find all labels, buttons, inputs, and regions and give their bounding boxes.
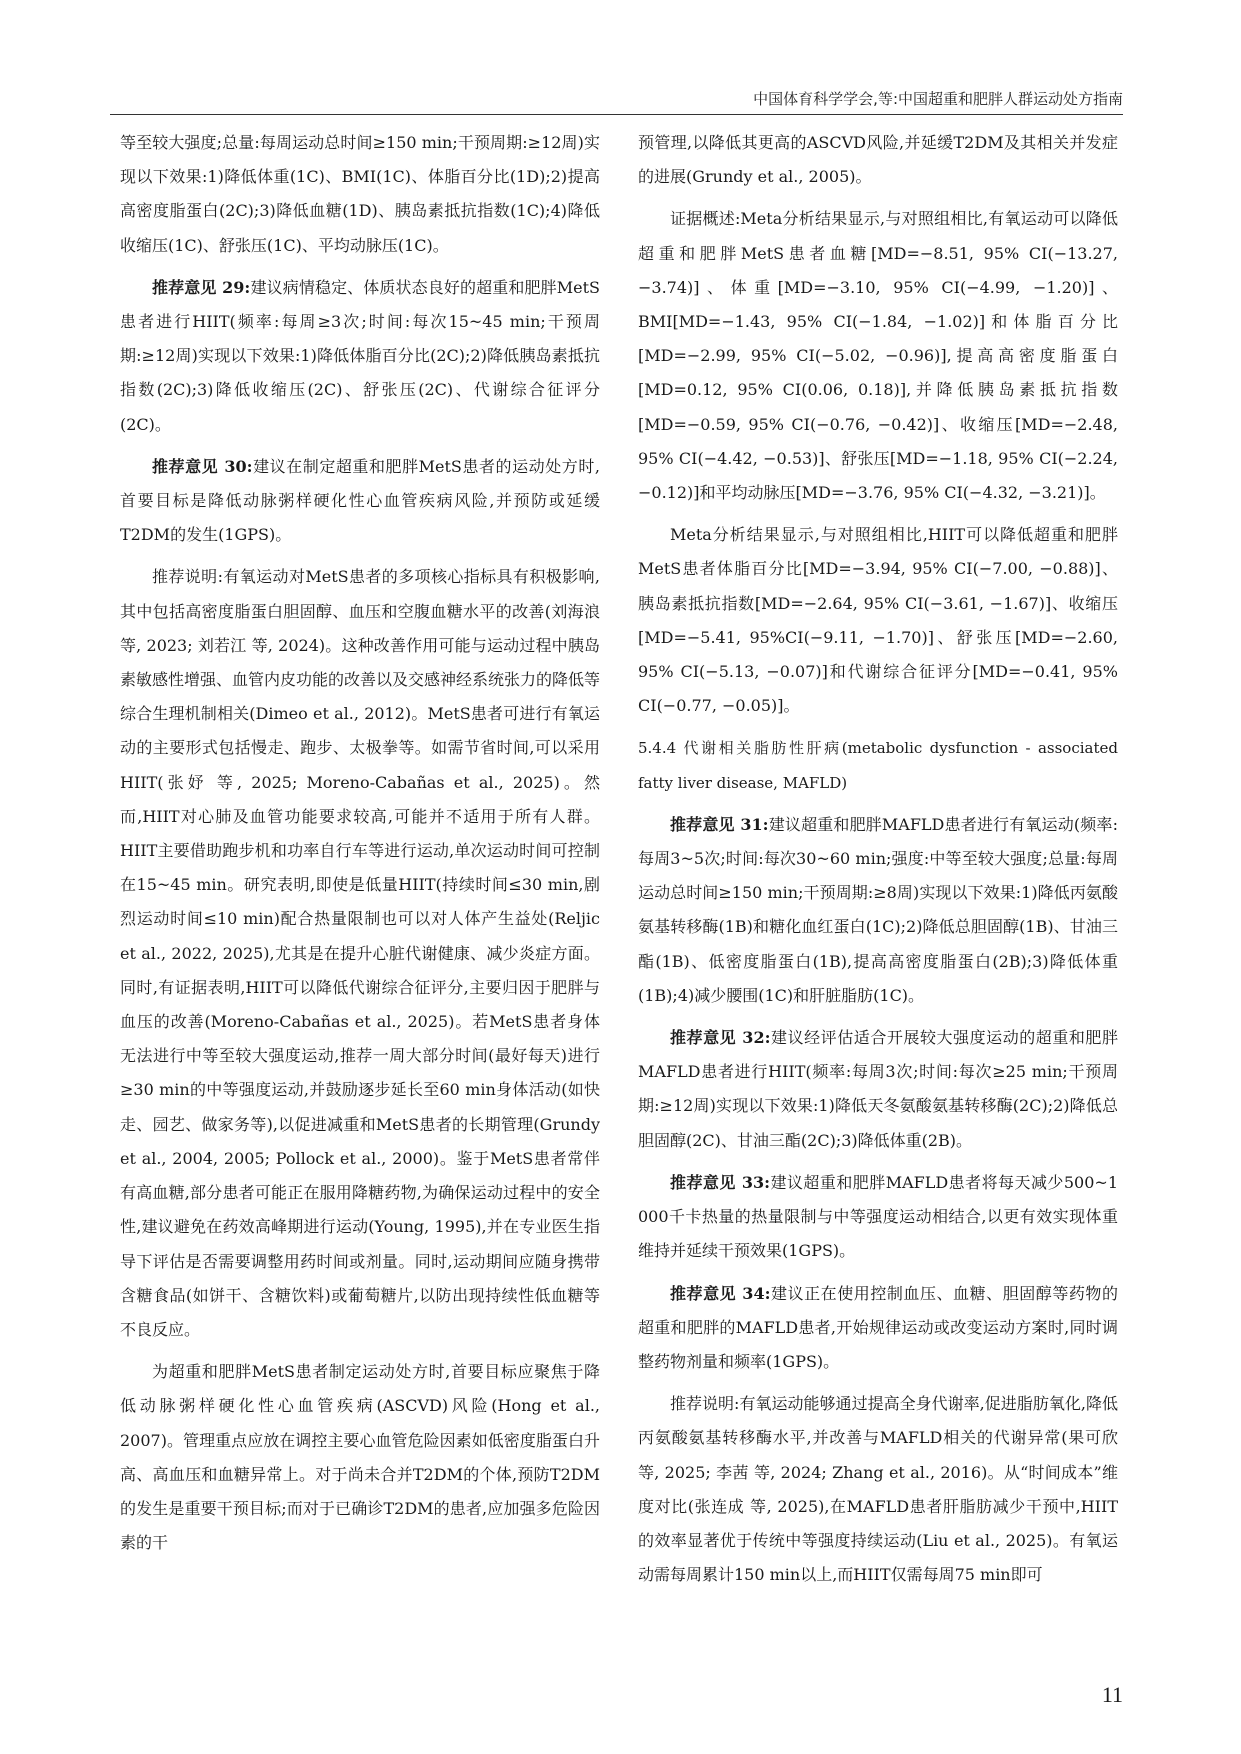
body-paragraph xyxy=(638,518,1118,723)
running-title: 中国体育科学学会,等:中国超重和肥胖人群运动处方指南 xyxy=(753,90,1123,108)
body-paragraph xyxy=(638,1387,1118,1592)
paragraph-text: 建议病情稳定、体质状态良好的超重和肥胖MetS患者进行HIIT(频率:每周≥3次;时间:每次15~45 min;干预周期:≥12周)实现以下效果:1)降低体脂百分比(2C);2)降低胰岛素抵抗指数(2C);3)降低收缩压(2C)、舒张压(2C)、代谢综合征评分(2C)。 xyxy=(120,277,600,434)
paragraph-text: 预管理,以降低其更高的ASCVD风险,并延缓T2DM及其相关并发症的进展(Grundy et al., 2005)。 xyxy=(638,133,1118,187)
left-column xyxy=(120,126,600,1568)
recommendation-paragraph xyxy=(638,1166,1118,1269)
recommendation-paragraph xyxy=(638,808,1118,1013)
page-number: 11 xyxy=(1101,1682,1123,1707)
paragraph-text: 建议正在使用控制血压、血糖、胆固醇等药物的超重和肥胖的MAFLD患者,开始规律运动或改变运动方案时,同时调整药物剂量和频率(1GPS)。 xyxy=(638,1283,1118,1371)
recommendation-label: 推荐意见 34: xyxy=(670,1283,771,1303)
paragraph-text: 为超重和肥胖MetS患者制定运动处方时,首要目标应聚焦于降低动脉粥样硬化性心血管疾病(ASCVD)风险(Hong et al., 2007)。管理重点应放在调控主要心血管危险因素如低密度脂蛋白升高、高血压和血糖异常上。对于尚未合并T2DM的个体,预防T2DM的发生是重要干预目标;而对于已确诊T2DM的患者,应加强多危险因素的干 xyxy=(120,1362,600,1553)
paragraph-text: 5.4.4 代谢相关脂肪性肝病(metabolic dysfunction - associated fatty liver disease, MAFLD) xyxy=(638,739,1118,792)
paragraph-continuation xyxy=(638,126,1118,194)
recommendation-label: 推荐意见 31: xyxy=(670,814,769,834)
recommendation-paragraph xyxy=(120,450,600,553)
paragraph-text: 建议超重和肥胖MAFLD患者进行有氧运动(频率:每周3~5次;时间:每次30~60 min;强度:中等至较大强度;总量:每周运动总时间≥150 min;干预周期:≥8周)实现以下效果:1)降低丙氨酸氨基转移酶(1B)和糖化血红蛋白(1C);2)降低总胆固醇(1B)、甘油三酯(1B)、低密度脂蛋白(1B),提高高密度脂蛋白(2B);3)降低体重(1B);4)减少腰围(1C)和肝脏脂肪(1C)。 xyxy=(638,814,1118,1005)
paragraph-text: 建议超重和肥胖MAFLD患者将每天减少500~1 000千卡热量的热量限制与中等强度运动相结合,以更有效实现体重维持并延续干预效果(1GPS)。 xyxy=(638,1172,1118,1261)
recommendation-label: 推荐意见 32: xyxy=(670,1028,771,1048)
paragraph-text: 推荐说明:有氧运动能够通过提高全身代谢率,促进脂肪氧化,降低丙氨酸氨基转移酶水平,并改善与MAFLD相关的代谢异常(果可欣 等, 2025; 李茜 等, 2024; Zhang et al., 2016)。从“时间成本”维度对比(张连成 等, 2025),在MAFLD患者肝脂肪减少干预中,HIIT的效率显著优于传统中等强度持续运动(Liu et al., 2025)。有氧运动需每周累计150 min以上,而HIIT仅需每周75 min即可 xyxy=(638,1394,1118,1585)
body-paragraph xyxy=(638,202,1118,510)
paragraph-text: Meta分析结果显示,与对照组相比,HIIT可以降低超重和肥胖MetS患者体脂百分比[MD=−3.94, 95% CI(−7.00, −0.88)]、胰岛素抵抗指数[MD=−2.64, 95% CI(−3.61, −1.67)]、收缩压[MD=−5.41, 95%CI(−9.11, −1.70)]、舒张压[MD=−2.60, 95% CI(−5.13, −0.07)]和代谢综合征评分[MD=−0.41, 95% CI(−0.77, −0.05)]。 xyxy=(638,525,1118,716)
recommendation-label: 推荐意见 29: xyxy=(152,277,251,297)
paragraph-text: 建议在制定超重和肥胖MetS患者的运动处方时,首要目标是降低动脉粥样硬化性心血管疾病风险,并预防或延缓T2DM的发生(1GPS)。 xyxy=(120,456,600,545)
body-paragraph xyxy=(120,560,600,1347)
recommendation-label: 推荐意见 33: xyxy=(670,1172,771,1192)
running-header xyxy=(110,88,1123,115)
paragraph-continuation xyxy=(120,126,600,263)
section-heading xyxy=(638,731,1118,799)
paragraph-text: 推荐说明:有氧运动对MetS患者的多项核心指标具有积极影响,其中包括高密度脂蛋白胆固醇、血压和空腹血糖水平的改善(刘海浪 等, 2023; 刘若江 等, 2024)。这种改善作用可能与运动过程中胰岛素敏感性增强、血管内皮功能的改善以及交感神经系统张力的降低等综合生理机制相关(Dimeo et al., 2012)。MetS患者可进行有氧运动的主要形式包括慢走、跑步、太极拳等。如需节省时间,可以采用HIIT(张妤 等, 2025; Moreno-Cabañas et al., 2025)。然而,HIIT对心肺及血管功能要求较高,可能并不适用于所有人群。HIIT主要借助跑步机和功率自行车等进行运动,单次运动时间可控制在15~45 min。研究表明,即使是低量HIIT(持续时间≤30 min,剧烈运动时间≤10 min)配合热量限制也可以对人体产生益处(Reljic et al., 2022, 2025),尤其是在提升心脏代谢健康、减少炎症方面。同时,有证据表明,HIIT可以降低代谢综合征评分,主要归因于肥胖与血压的改善(Moreno-Cabañas et al., 2025)。若MetS患者身体无法进行中等至较大强度运动,推荐一周大部分时间(最好每天)进行≥30 min的中等强度运动,并鼓励逐步延长至60 min身体活动(如快走、园艺、做家务等),以促进减重和MetS患者的长期管理(Grundy et al., 2004, 2005; Pollock et al., 2000)。鉴于MetS患者常伴有高血糖,部分患者可能正在服用降糖药物,为确保运动过程中的安全性,建议避免在药效高峰期进行运动(Young, 1995),并在专业医生指导下评估是否需要调整用药时间或剂量。同时,运动期间应随身携带含糖食品(如饼干、含糖饮料)或葡萄糖片,以防出现持续性低血糖等不良反应。 xyxy=(120,567,601,1339)
recommendation-paragraph xyxy=(638,1277,1118,1380)
right-column xyxy=(638,126,1118,1600)
recommendation-paragraph xyxy=(638,1021,1118,1158)
paragraph-text: 证据概述:Meta分析结果显示,与对照组相比,有氧运动可以降低超重和肥胖MetS患者血糖[MD=−8.51, 95% CI(−13.27, −3.74)]、体重[MD=−3.10, 95% CI(−4.99, −1.20)]、BMI[MD=−1.43, 95% CI(−1.84, −1.02)]和体脂百分比[MD=−2.99, 95% CI(−5.02, −0.96)],提高高密度脂蛋白[MD=0.12, 95% CI(0.06, 0.18)],并降低胰岛素抵抗指数[MD=−0.59, 95% CI(−0.76, −0.42)]、收缩压[MD=−2.48, 95% CI(−4.42, −0.53)]、舒张压[MD=−1.18, 95% CI(−2.24, −0.12)]和平均动脉压[MD=−3.76, 95% CI(−4.32, −3.21)]。 xyxy=(638,209,1118,503)
paragraph-text: 等至较大强度;总量:每周运动总时间≥150 min;干预周期:≥12周)实现以下效果:1)降低体重(1C)、BMI(1C)、体脂百分比(1D);2)提高高密度脂蛋白(2C);3)降低血糖(1D)、胰岛素抵抗指数(1C);4)降低收缩压(1C)、舒张压(1C)、平均动脉压(1C)。 xyxy=(120,133,600,255)
recommendation-paragraph xyxy=(120,271,600,442)
paragraph-text: 建议经评估适合开展较大强度运动的超重和肥胖MAFLD患者进行HIIT(频率:每周3次;时间:每次≥25 min;干预周期:≥12周)实现以下效果:1)降低天冬氨酸氨基转移酶(2C);2)降低总胆固醇(2C)、甘油三酯(2C);3)降低体重(2B)。 xyxy=(638,1028,1118,1150)
body-paragraph xyxy=(120,1355,600,1560)
recommendation-label: 推荐意见 30: xyxy=(152,456,253,476)
